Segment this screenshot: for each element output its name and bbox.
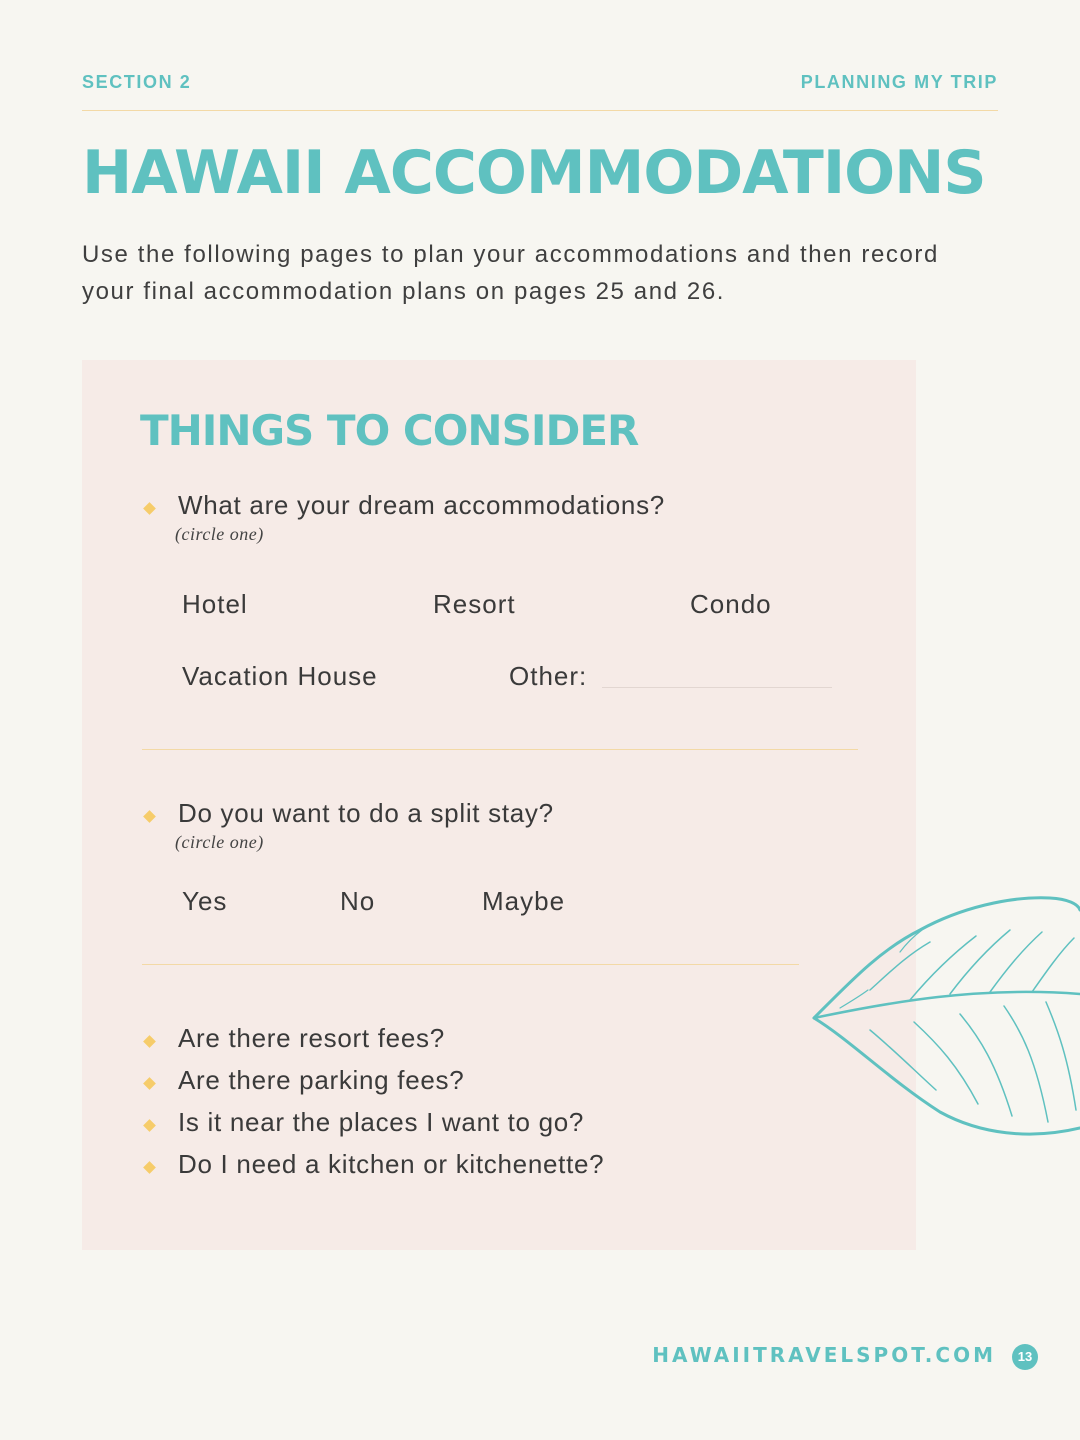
- checklist-item: Is it near the places I want to go?: [178, 1107, 585, 1137]
- option-other[interactable]: Other:: [509, 661, 588, 691]
- section-label: SECTION 2: [82, 71, 192, 92]
- considerations-panel: [82, 360, 916, 1250]
- checklist-item: Do I need a kitchen or kitchenette?: [178, 1149, 605, 1179]
- page-header: [82, 70, 998, 94]
- diamond-bullet-icon: [143, 1161, 156, 1174]
- question-split-stay: Do you want to do a split stay?: [178, 798, 554, 828]
- option-vacation-house[interactable]: Vacation House: [182, 661, 378, 691]
- question-hint: (circle one): [175, 524, 264, 544]
- option-resort[interactable]: Resort: [433, 589, 516, 619]
- diamond-bullet-icon: [143, 1077, 156, 1090]
- chapter-label: PLANNING MY TRIP: [800, 71, 998, 92]
- panel-title: THINGS TO CONSIDER: [140, 406, 639, 455]
- intro-paragraph: Use the following pages to plan your accommodations and then record your final accommodation plans on pages 25 and 26.: [82, 241, 939, 305]
- footer-website[interactable]: HAWAIITRAVELSPOT.COM: [652, 1343, 996, 1367]
- question-hint: (circle one): [175, 832, 264, 852]
- other-write-in-line[interactable]: [602, 687, 832, 688]
- option-hotel[interactable]: Hotel: [182, 589, 248, 619]
- option-yes[interactable]: Yes: [182, 886, 228, 916]
- section-divider: [142, 964, 799, 965]
- question-dream-accommodations: What are your dream accommodations?: [178, 490, 665, 520]
- diamond-bullet-icon: [143, 502, 156, 515]
- leaf-illustration-icon: [810, 890, 1080, 1150]
- diamond-bullet-icon: [143, 810, 156, 823]
- section-divider: [142, 749, 858, 750]
- option-condo[interactable]: Condo: [690, 589, 772, 619]
- page-number-badge: 13: [1012, 1344, 1038, 1370]
- checklist-item: Are there resort fees?: [178, 1023, 445, 1053]
- checklist-item: Are there parking fees?: [178, 1065, 465, 1095]
- diamond-bullet-icon: [143, 1035, 156, 1048]
- option-no[interactable]: No: [340, 886, 376, 916]
- header-divider: [82, 110, 998, 111]
- page-title: HAWAII ACCOMMODATIONS: [82, 138, 986, 208]
- diamond-bullet-icon: [143, 1119, 156, 1132]
- option-maybe[interactable]: Maybe: [482, 886, 566, 916]
